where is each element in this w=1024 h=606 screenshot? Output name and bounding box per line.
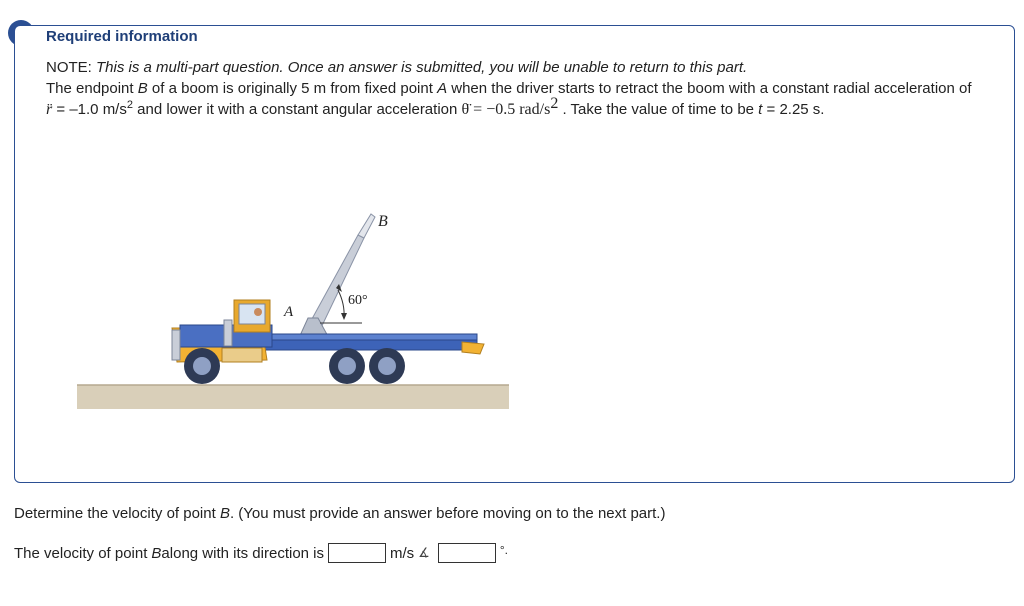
- ground: [77, 385, 509, 409]
- velocity-unit: m/s: [390, 544, 415, 562]
- velocity-magnitude-input[interactable]: [328, 543, 386, 563]
- label-a: A: [284, 304, 294, 320]
- theta-ddot: θ̈ = −0.5 rad/s: [461, 101, 551, 118]
- angle-icon: ∡: [418, 545, 430, 560]
- answer-row: The velocity of point B along with its direction is m/s ∡ °.: [14, 543, 508, 562]
- boom: [298, 214, 375, 340]
- boom-truck-figure: [62, 180, 510, 410]
- note-line: [46, 57, 981, 78]
- r-ddot: r̈: [46, 101, 53, 118]
- note-label: NOTE:: [46, 59, 92, 76]
- question-text: Determine the velocity of point B. (You must provide an answer before moving on to the next part.): [14, 505, 666, 522]
- angle-label: 60°: [348, 293, 368, 308]
- info-title: Required information: [46, 28, 198, 45]
- direction-angle-input[interactable]: [438, 543, 496, 563]
- note-text: This is a multi-part question. Once an answer is submitted, you will be unable to return to this part.: [96, 59, 748, 76]
- problem-statement: [46, 57, 981, 120]
- degree-unit: °.: [499, 543, 508, 557]
- label-b: B: [378, 213, 388, 230]
- problem-text: The endpoint B of a boom is originally 5 m from fixed point A when the driver starts to retract the boom with a constant radial acceleration of r̈ = –1.0 $m/s^2$ and lower it with a constant angular acceleration θ̈ = −0.5 rad/$s^2$ . Take the value of time to be t = 2.25 s.: [46, 80, 972, 118]
